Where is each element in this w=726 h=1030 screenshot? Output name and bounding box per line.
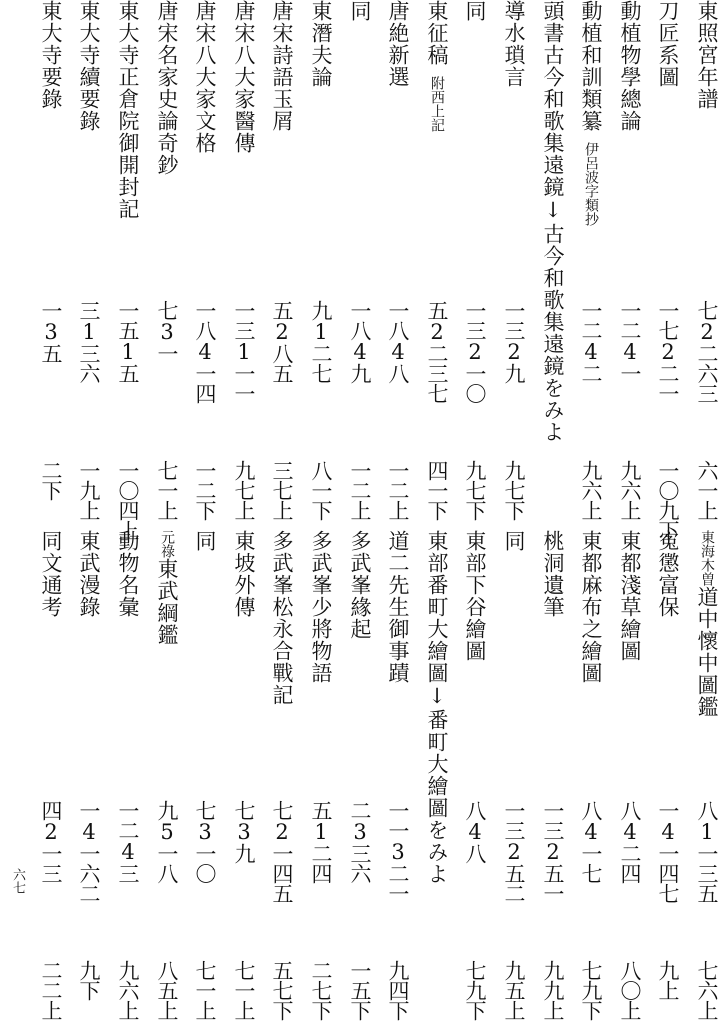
entry-page: 九下: [77, 960, 101, 1000]
entry-page: 一九上: [77, 460, 101, 520]
entry-title-text: 多武峯少將物語: [309, 530, 333, 684]
entry-page: 九六上: [579, 460, 603, 520]
entry-title-text: 道中懷中圖鑑: [695, 586, 719, 718]
entry-volume: 一三2一〇: [463, 300, 487, 403]
entry-volume: 七2二六三: [695, 300, 719, 403]
entry-title: [615, 0, 645, 132]
entry-title-text: 東部下谷繪圖: [463, 530, 487, 662]
entry-volume: 八4二四: [618, 800, 642, 883]
entry-title-text: 同文通考: [39, 530, 63, 618]
entry-title-text: 唐絶新選: [386, 0, 410, 88]
entry-page: 七一上: [155, 460, 179, 520]
entry-title-note: 東海木曽: [699, 530, 715, 586]
entry-title: [113, 530, 143, 618]
entry-page: 二下: [39, 460, 63, 500]
entry-page: 四一下: [425, 460, 449, 520]
entry-page: 八一下: [309, 460, 333, 520]
entry-title: [460, 0, 490, 22]
entry-volume: 七3一: [155, 300, 179, 363]
entry-page: 九五上: [502, 960, 526, 1020]
entry-title: [306, 0, 336, 88]
entry-title: [383, 530, 413, 684]
entry-title-text: 東都麻布之繪圖: [579, 530, 603, 684]
entry-volume: 九5一八: [155, 800, 179, 883]
entry-title: [152, 530, 182, 646]
entry-title: [306, 530, 336, 684]
entry-title-text: 唐宋八大家醫傳: [232, 0, 256, 154]
entry-volume: 一五1五: [116, 300, 140, 383]
entry-title-text: 寃懲富保: [656, 530, 680, 618]
entry-title: [653, 0, 683, 88]
entry-page: 一二下: [193, 460, 217, 520]
entry-title-text: 東征稿: [425, 0, 449, 66]
entry-page: 六一上: [695, 460, 719, 520]
entry-title-text: 東武漫錄: [77, 530, 101, 618]
entry-volume: 三1三六: [77, 300, 101, 383]
entry-volume: 一八4九: [348, 300, 372, 383]
entry-volume: 四2一三: [39, 800, 63, 883]
entry-title-text: 多武峯松永合戰記: [270, 530, 294, 706]
entry-title: [383, 0, 413, 88]
entry-volume: 一4一四七: [656, 800, 680, 903]
entry-volume: 一三2五一: [541, 800, 565, 903]
entry-page: 九四下: [386, 960, 410, 1020]
entry-title: [74, 0, 104, 132]
entry-title-text: 導水瑣言: [502, 0, 526, 88]
entry-volume: 八4八: [463, 800, 487, 863]
entry-title-text: 刀匠系圖: [656, 0, 680, 88]
entry-volume: 七3九: [232, 800, 256, 863]
entry-title: [499, 0, 529, 88]
entry-volume: 二3三六: [348, 800, 372, 883]
entry-volume: 一3五: [39, 300, 63, 363]
entry-title: [190, 0, 220, 154]
entry-page: 七九下: [463, 960, 487, 1020]
entry-title-text: 同: [193, 530, 217, 552]
entry-title-text: 唐宋詩語玉屑: [270, 0, 294, 132]
entry-title: [615, 530, 645, 662]
entry-page: 九七下: [502, 460, 526, 520]
entry-title-text: 道二先生御事蹟: [386, 530, 410, 684]
entry-page: 七九下: [579, 960, 603, 1020]
entry-title: [345, 0, 375, 22]
entry-title: [190, 530, 220, 552]
entry-page: 一二上: [348, 460, 372, 520]
entry-title-text: 同: [463, 0, 487, 22]
entry-title: [499, 530, 529, 552]
entry-volume: 七3一〇: [193, 800, 217, 883]
entry-volume: 一二4一: [618, 300, 642, 383]
entry-page: 九六上: [116, 960, 140, 1020]
entry-page: 五七下: [270, 960, 294, 1020]
entry-title-note: 附西上記: [429, 76, 445, 132]
entry-title: [36, 0, 66, 110]
entry-title-text: 東武綱鑑: [155, 558, 179, 646]
entry-title: [538, 0, 568, 443]
entry-title-text: 東大寺正倉院御開封記: [116, 0, 140, 220]
entry-title-text: 同: [502, 530, 526, 552]
entry-title: [576, 530, 606, 684]
entry-volume: 五1二四: [309, 800, 333, 883]
entry-title-text: 動植和訓類纂: [579, 0, 603, 132]
entry-title-text: 東潛夫論: [309, 0, 333, 88]
entry-page: 九九上: [541, 960, 565, 1020]
entry-title: [229, 530, 259, 618]
entry-page: 二七下: [309, 960, 333, 1020]
entry-volume: 一八4一四: [193, 300, 217, 403]
entry-title: [229, 0, 259, 154]
entry-title-text: 動物名彙: [116, 530, 140, 618]
entry-title-text: 東大寺續要錄: [77, 0, 101, 132]
entry-title-text: 動植物學總論: [618, 0, 642, 132]
entry-title-text: 頭書古今和歌集遠鏡↓古今和歌集遠鏡をみよ: [541, 0, 565, 443]
entry-page: 九七上: [232, 460, 256, 520]
entry-title: [36, 530, 66, 618]
entry-title-note: 元祿: [159, 530, 175, 558]
entry-volume: 一三1一一: [232, 300, 256, 403]
entry-title-text: 唐宋名家史論奇鈔: [155, 0, 179, 176]
entry-title-text: 同: [348, 0, 372, 22]
entry-page: 七六上: [695, 960, 719, 1020]
entry-title: [113, 0, 143, 220]
entry-volume: 一一3二一: [386, 800, 410, 903]
entry-page: 八五上: [155, 960, 179, 1020]
entry-page: 九七下: [463, 460, 487, 520]
entry-title: [345, 530, 375, 640]
entry-page: 三七上: [270, 460, 294, 520]
entry-page: 八〇上: [618, 960, 642, 1020]
entry-volume: 一八4八: [386, 300, 410, 383]
entry-volume: 一二4三: [116, 800, 140, 883]
entry-volume: 五2八五: [270, 300, 294, 383]
entry-volume: 八1一三五: [695, 800, 719, 903]
entry-title: [692, 0, 722, 110]
entry-title: [460, 530, 490, 662]
entry-volume: 一4一六二: [77, 800, 101, 903]
entry-volume: 九1二七: [309, 300, 333, 383]
entry-volume: 八4一七: [579, 800, 603, 883]
entry-page: 一〇四上: [116, 460, 140, 540]
entry-title: [267, 0, 297, 132]
entry-volume: 一三2九: [502, 300, 526, 383]
entry-title-text: 東大寺要錄: [39, 0, 63, 110]
entry-page: 九上: [656, 960, 680, 1000]
entry-title: [576, 0, 606, 226]
entry-page: 一〇九下: [656, 460, 680, 540]
entry-page: 七一上: [193, 960, 217, 1020]
entry-title-text: 多武峯緣起: [348, 530, 372, 640]
entry-title-text: 東都淺草繪圖: [618, 530, 642, 662]
entry-title: [74, 530, 104, 618]
entry-page: 七一上: [232, 960, 256, 1020]
entry-title-text: 東坡外傳: [232, 530, 256, 618]
entry-title: [538, 530, 568, 618]
entry-title: [152, 0, 182, 176]
entry-title: [267, 530, 297, 706]
entry-title-text: 桃洞遺筆: [541, 530, 565, 618]
entry-page: 一二上: [386, 460, 410, 520]
entry-title: [653, 530, 683, 618]
entry-title-text: 東部番町大繪圖↓番町大繪圖をみよ: [425, 530, 449, 885]
entry-page: 九六上: [618, 460, 642, 520]
entry-title-text: 唐宋八大家文格: [193, 0, 217, 154]
entry-title: [422, 0, 452, 132]
page-number: 六七: [10, 868, 25, 894]
entry-volume: 一二4二: [579, 300, 603, 383]
entry-volume: 一三2五二: [502, 800, 526, 903]
entry-title-text: 東照宮年譜: [695, 0, 719, 110]
entry-volume: 一七2二一: [656, 300, 680, 403]
entry-volume: 七2一四五: [270, 800, 294, 903]
entry-title: [422, 530, 452, 885]
entry-title-note: 伊呂波字類抄: [583, 142, 599, 226]
entry-title: [692, 530, 722, 718]
entry-page: 二二上: [39, 960, 63, 1020]
entry-volume: 五2二三七: [425, 300, 449, 403]
entry-page: 一五下: [348, 960, 372, 1020]
